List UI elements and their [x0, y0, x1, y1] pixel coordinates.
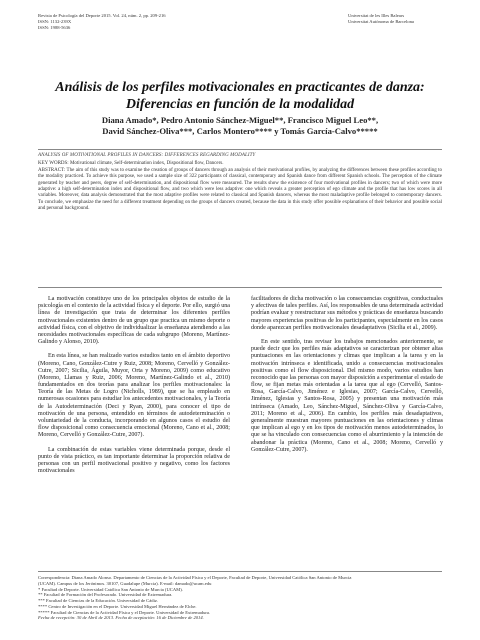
- footnote-affiliation: ** Facultad de Formación del Profesorado. Universidad de Extremadura.: [38, 592, 173, 598]
- footnote-affiliation: * Facultad de Deporte. Universidad Católica San Antonio de Murcia (UCAM).: [38, 586, 183, 592]
- paper-title: [30, 79, 450, 113]
- footnote-correspondence: Correspondencia: Diana Amado Alonso. Departamento de Ciencias de la Actividad Física y el Deporte, Facultad de Deporte, Universidad Católica San Antonio de Murcia: [38, 575, 352, 580]
- authors-line-1: Diana Amado*, Pedro Antonio Sánchez-Miguel**, Francisco Miguel Leo**,: [101, 115, 379, 125]
- journal-citation: Revista de Psicología del Deporte 2015. Vol. 24, núm. 2, pp. 209-216: [38, 13, 166, 18]
- journal-header: [38, 13, 166, 32]
- eissn: ISSN: 1988-5636: [38, 25, 71, 31]
- university-2: Universitat Autònoma de Barcelona: [348, 19, 414, 25]
- footnote-affiliation: **** Centro de Investigación en el Deporte. Universidad Miguel Hernández de Elche.: [38, 603, 197, 609]
- paragraph: La combinación de estas variables viene determinada porque, desde el punto de vista práctico, es tan importante determinar la proporción relativa de personas con un perfil motivacional positivo y negativo, como los factores motivacionales: [38, 446, 230, 475]
- paragraph: En esta línea, se han realizado varios estudios tanto en el ámbito deportivo (Moreno, Cano, González-Cutre y Ruiz, 2008; Moreno, Cervelló y González-Cutre, 2007; Sicilia, Águila, Muyor, Orta y Moreno, 2009) como educativo (Moreno, Llamas y Ruiz, 2006; Moreno, Martínez-Galindo et al., 2010) fundamentados en dos teorías para analizar los perfiles motivacionales: la Teoría de las Metas de Logro (Nicholls, 1989), que se ha empleado en numerosas ocasiones para estudiar los antecedentes motivacionales, y la Teoría de la Autodeterminación (Deci y Ryan, 2000), para conocer el tipo de motivación de una persona, entendido en términos de autodeterminación o voluntariedad de la conducta, incorporando en algunos casos el estudio del flow disposicional como consecuencia emocional (Moreno, Cano et al., 2008; Moreno, Cervelló y González-Cutre, 2007).: [38, 353, 230, 439]
- authors: [40, 115, 440, 138]
- publisher-header: [348, 13, 414, 25]
- paragraph: En este sentido, tras revisar los trabajos mencionados anteriormente, se puede decir que los perfiles más adaptativos se caracterizan por obtener altas puntuaciones en las orientaciones y climas que implican a la tarea y en la motivación intrínseca e identificada, unido a consecuencias motivacionales positivas como el flow disposicional. Del mismo modo, varios estudios han reconocido que las personas con mayor disposición a experimentar el estado de flow, se fijan metas más orientadas a la tarea que al ego (Cervelló, Santos-Rosa, García-Calvo, Jiménez e Iglesias, 2007; García-Calvo, Cervelló, Jiménez, Iglesias y Santos-Rosa, 2005) y presentan una motivación más intrínseca (Amado, Leo, Sánchez-Miguel, Sánchez-Oliva y García-Calvo, 2011; Moreno et al., 2006). En cambio, los perfiles más desadaptativos, generalmente muestran mayores puntuaciones en las orientaciones y climas que implican al ego y en los tipos de motivación menos autodeterminados, lo que se ha vinculado con consecuencias como el aburrimiento y la intención de abandonar la práctica (Moreno, Cano et al., 2008; Moreno, Cervelló y González-Cutre, 2007).: [251, 338, 443, 453]
- abstract-text: ABSTRACT: The aim of this study was to examine the creation of groups of dancers through an analysis of their motivational profiles, by analyzing the differences between these profiles according to the modality practiced. To achieve this purpose, we used a sample size of 322 participants of classical, contemporary and Spanish dance from different Spanish schools. The perception of the climate generated by teacher and peers, degree of self-determination, and dispositional flow were measured. The results show the existence of four motivational profiles in dancers; two of which were more adaptive: a high self-determination index and dispositional flow, and two which were less adaptive: one which reveals a greater perception of ego climate and the profile that has low scores in all variables. Moreover, data analysis demonstrated that the most adaptive profiles were related to classical and Spanish dancers, whereas the most maladaptive profile belonged to contemporary dancers. To conclude, we emphasize the need for a different treatment depending on the groups of dancers created, because the data in this study offer possible explanations of their behavior and possible social and personal background.: [38, 168, 442, 212]
- footnote-affiliation: ***** Facultad de Ciencias de la Actividad Física y el Deporte. Universidad de Extremadura.: [38, 609, 211, 615]
- university-1: Universitat de les Illes Balears: [348, 13, 405, 18]
- divider-footnotes: [38, 571, 442, 572]
- english-title: ANALYSIS OF MOTIVATIONAL PROFILES IN DANCERS: DIFFERENCES REGARDING MODALITY: [38, 153, 256, 158]
- divider-abstract: [38, 287, 442, 288]
- title-line-2: Diferencias en función de la modalidad: [125, 97, 355, 112]
- divider-top: [38, 149, 442, 150]
- paragraph: facilitadores de dicha motivación o las consecuencias cognitivas, conductuales y afectivas de tales perfiles. Así, los responsables de una determinada actividad podrían evaluar y reestructurar sus métodos y prácticas de enseñanza buscando mayores experiencias positivas de los participantes, especialmente en los casos donde aparezcan perfiles motivacionales desadaptativos (Sicilia et al., 2009).: [251, 296, 443, 331]
- authors-line-2: David Sánchez-Oliva***, Carlos Montero**** y Tomás García-Calvo*****: [102, 126, 378, 137]
- body-column-right: [251, 296, 443, 461]
- keywords: KEY WORDS: Motivational climate, Self-determination index, Dispositional flow, Dancers.: [38, 161, 224, 166]
- reception-dates: Fecha de recepción: 30 de Abril de 2013. Fecha de aceptación: 16 de Diciembre de 2014.: [38, 615, 204, 621]
- title-line-1: Análisis de los perfiles motivacionales en practicantes de danza:: [55, 80, 425, 95]
- paragraph: La motivación constituye uno de los principales objetos de estudio de la psicología en el contexto de la actividad física y el deporte. Por ello, surgió una línea de investigación que trata de determinar los diferentes perfiles motivacionales existentes dentro de un grupo que practica un mismo deporte o actividad física, con el objetivo de individualizar la enseñanza atendiendo a las necesidades motivacionales específicas de cada subgrupo (Moreno, Martínez-Galindo y Alonso, 2010).: [38, 296, 230, 346]
- footnotes: [38, 575, 442, 621]
- issn: ISSN: 1132-239X: [38, 19, 72, 25]
- body-column-left: [38, 296, 230, 482]
- footnote-correspondence-cont: (UCAM). Campus de los Jerónimos. 30107, Guadalupe (Murcia). E-mail: damado@ucam.edu: [38, 580, 212, 586]
- footnote-affiliation: *** Facultad de Ciencias de la Educación. Universidad de Cádiz.: [38, 598, 159, 603]
